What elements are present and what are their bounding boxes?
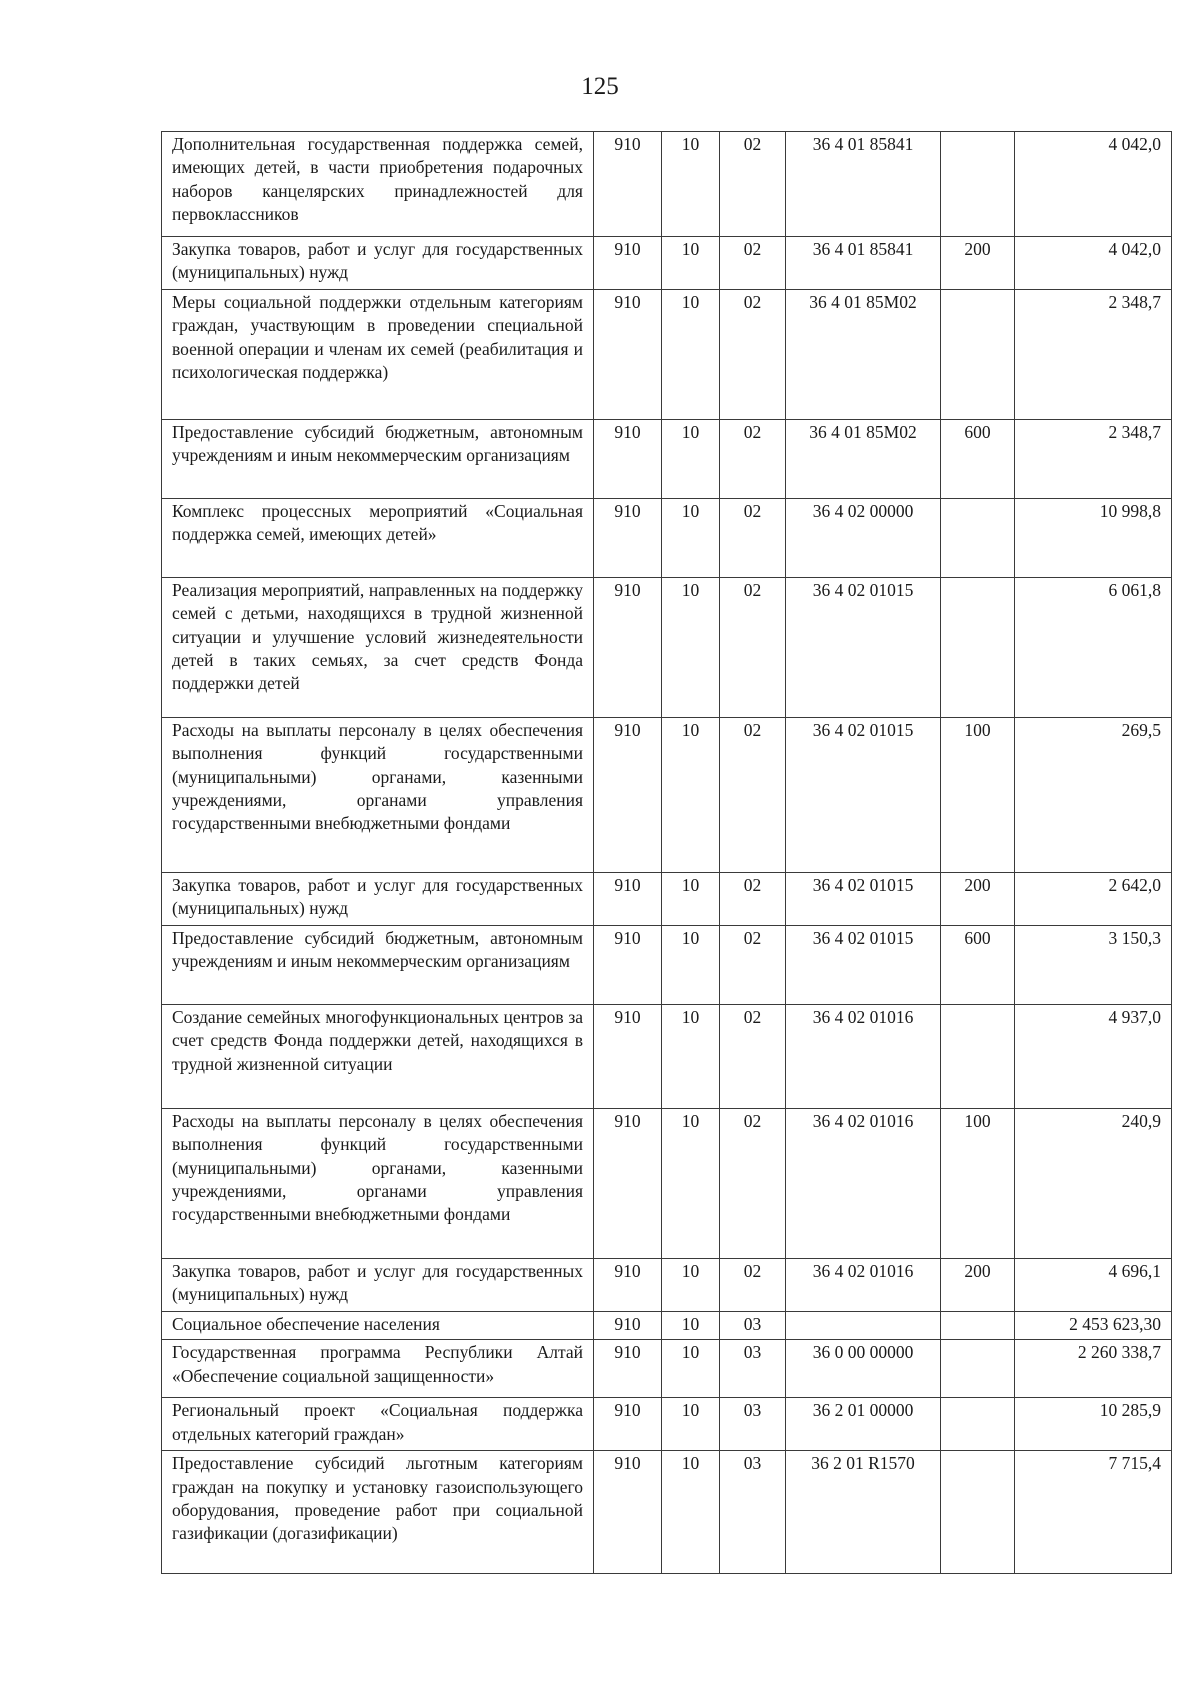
expense-type-cell xyxy=(941,1005,1015,1109)
table-row xyxy=(162,1451,1172,1574)
subsection-code-cell: 02 xyxy=(720,499,786,578)
target-article-cell: 36 4 02 01015 xyxy=(786,873,941,926)
target-article-cell: 36 4 02 01015 xyxy=(786,926,941,1005)
target-article-cell: 36 4 01 85841 xyxy=(786,132,941,237)
row-description: Расходы на выплаты персоналу в целях обеспечения выполнения функций государственными (муниципальными) органами, казенными учреждениями, органами управления государственными внебюджетными фондами xyxy=(162,718,594,873)
amount-cell: 4 042,0 xyxy=(1015,132,1172,237)
row-description: Создание семейных многофункциональных центров за счет средств Фонда поддержки детей, находящихся в трудной жизненной ситуации xyxy=(162,1005,594,1109)
expense-type-cell xyxy=(941,499,1015,578)
expense-type-cell: 100 xyxy=(941,1109,1015,1259)
table-row xyxy=(162,926,1172,1005)
row-description: Расходы на выплаты персоналу в целях обеспечения выполнения функций государственными (муниципальными) органами, казенными учреждениями, органами управления государственными внебюджетными фондами xyxy=(162,1109,594,1259)
amount-cell: 10 285,9 xyxy=(1015,1398,1172,1451)
amount-cell: 2 260 338,7 xyxy=(1015,1340,1172,1398)
target-article-cell: 36 4 02 01016 xyxy=(786,1109,941,1259)
ministry-code-cell: 910 xyxy=(594,290,662,420)
target-article-cell: 36 4 02 01015 xyxy=(786,578,941,718)
row-description: Социальное обеспечение населения xyxy=(162,1312,594,1340)
ministry-code-cell: 910 xyxy=(594,926,662,1005)
amount-cell: 7 715,4 xyxy=(1015,1451,1172,1574)
ministry-code-cell: 910 xyxy=(594,420,662,499)
table-row xyxy=(162,420,1172,499)
section-code-cell: 10 xyxy=(662,1340,720,1398)
table-row xyxy=(162,290,1172,420)
subsection-code-cell: 02 xyxy=(720,718,786,873)
ministry-code-cell: 910 xyxy=(594,873,662,926)
expense-type-cell: 200 xyxy=(941,873,1015,926)
table-row xyxy=(162,237,1172,290)
section-code-cell: 10 xyxy=(662,499,720,578)
ministry-code-cell: 910 xyxy=(594,132,662,237)
section-code-cell: 10 xyxy=(662,1109,720,1259)
expense-type-cell xyxy=(941,1312,1015,1340)
ministry-code-cell: 910 xyxy=(594,718,662,873)
ministry-code-cell: 910 xyxy=(594,1398,662,1451)
budget-table xyxy=(161,131,1172,1574)
ministry-code-cell: 910 xyxy=(594,1259,662,1312)
section-code-cell: 10 xyxy=(662,420,720,499)
row-description: Реализация мероприятий, направленных на поддержку семей с детьми, находящихся в трудной жизненной ситуации и улучшение условий жизнедеятельности детей в таких семьях, за счет средств Фонда поддержки детей xyxy=(162,578,594,718)
section-code-cell: 10 xyxy=(662,718,720,873)
table-row xyxy=(162,873,1172,926)
row-description: Региональный проект «Социальная поддержка отдельных категорий граждан» xyxy=(162,1398,594,1451)
row-description: Закупка товаров, работ и услуг для государственных (муниципальных) нужд xyxy=(162,1259,594,1312)
subsection-code-cell: 02 xyxy=(720,1109,786,1259)
subsection-code-cell: 02 xyxy=(720,420,786,499)
amount-cell: 269,5 xyxy=(1015,718,1172,873)
target-article-cell: 36 2 01 00000 xyxy=(786,1398,941,1451)
row-description: Дополнительная государственная поддержка семей, имеющих детей, в части приобретения подарочных наборов канцелярских принадлежностей для первоклассников xyxy=(162,132,594,237)
section-code-cell: 10 xyxy=(662,1312,720,1340)
ministry-code-cell: 910 xyxy=(594,1340,662,1398)
table-row xyxy=(162,1259,1172,1312)
amount-cell: 10 998,8 xyxy=(1015,499,1172,578)
amount-cell: 3 150,3 xyxy=(1015,926,1172,1005)
target-article-cell: 36 0 00 00000 xyxy=(786,1340,941,1398)
target-article-cell: 36 2 01 R1570 xyxy=(786,1451,941,1574)
subsection-code-cell: 02 xyxy=(720,1005,786,1109)
amount-cell: 2 453 623,30 xyxy=(1015,1312,1172,1340)
expense-type-cell: 600 xyxy=(941,420,1015,499)
row-description: Предоставление субсидий бюджетным, автономным учреждениям и иным некоммерческим организациям xyxy=(162,420,594,499)
table-row xyxy=(162,132,1172,237)
section-code-cell: 10 xyxy=(662,1451,720,1574)
row-description: Меры социальной поддержки отдельным категориям граждан, участвующим в проведении специальной военной операции и членам их семей (реабилитация и психологическая поддержка) xyxy=(162,290,594,420)
row-description: Закупка товаров, работ и услуг для государственных (муниципальных) нужд xyxy=(162,237,594,290)
section-code-cell: 10 xyxy=(662,873,720,926)
target-article-cell: 36 4 01 85841 xyxy=(786,237,941,290)
page-number: 125 xyxy=(581,73,619,100)
table-row xyxy=(162,1109,1172,1259)
subsection-code-cell: 02 xyxy=(720,926,786,1005)
section-code-cell: 10 xyxy=(662,926,720,1005)
subsection-code-cell: 03 xyxy=(720,1451,786,1574)
amount-cell: 4 937,0 xyxy=(1015,1005,1172,1109)
amount-cell: 4 696,1 xyxy=(1015,1259,1172,1312)
ministry-code-cell: 910 xyxy=(594,1005,662,1109)
expense-type-cell xyxy=(941,1340,1015,1398)
subsection-code-cell: 02 xyxy=(720,873,786,926)
row-description: Комплекс процессных мероприятий «Социальная поддержка семей, имеющих детей» xyxy=(162,499,594,578)
subsection-code-cell: 03 xyxy=(720,1312,786,1340)
subsection-code-cell: 03 xyxy=(720,1340,786,1398)
subsection-code-cell: 03 xyxy=(720,1398,786,1451)
amount-cell: 240,9 xyxy=(1015,1109,1172,1259)
expense-type-cell xyxy=(941,1398,1015,1451)
expense-type-cell: 200 xyxy=(941,237,1015,290)
table-row xyxy=(162,1312,1172,1340)
ministry-code-cell: 910 xyxy=(594,578,662,718)
subsection-code-cell: 02 xyxy=(720,237,786,290)
ministry-code-cell: 910 xyxy=(594,499,662,578)
subsection-code-cell: 02 xyxy=(720,578,786,718)
amount-cell: 6 061,8 xyxy=(1015,578,1172,718)
table-row xyxy=(162,499,1172,578)
expense-type-cell xyxy=(941,290,1015,420)
ministry-code-cell: 910 xyxy=(594,1451,662,1574)
section-code-cell: 10 xyxy=(662,1259,720,1312)
target-article-cell: 36 4 02 01015 xyxy=(786,718,941,873)
subsection-code-cell: 02 xyxy=(720,290,786,420)
section-code-cell: 10 xyxy=(662,237,720,290)
row-description: Государственная программа Республики Алтай «Обеспечение социальной защищенности» xyxy=(162,1340,594,1398)
amount-cell: 2 348,7 xyxy=(1015,290,1172,420)
ministry-code-cell: 910 xyxy=(594,1109,662,1259)
table-row xyxy=(162,1340,1172,1398)
section-code-cell: 10 xyxy=(662,1005,720,1109)
ministry-code-cell: 910 xyxy=(594,1312,662,1340)
ministry-code-cell: 910 xyxy=(594,237,662,290)
table-row xyxy=(162,1398,1172,1451)
expense-type-cell: 100 xyxy=(941,718,1015,873)
amount-cell: 2 348,7 xyxy=(1015,420,1172,499)
section-code-cell: 10 xyxy=(662,290,720,420)
amount-cell: 4 042,0 xyxy=(1015,237,1172,290)
section-code-cell: 10 xyxy=(662,1398,720,1451)
expense-type-cell xyxy=(941,132,1015,237)
target-article-cell: 36 4 01 85М02 xyxy=(786,420,941,499)
expense-type-cell xyxy=(941,578,1015,718)
section-code-cell: 10 xyxy=(662,578,720,718)
row-description: Предоставление субсидий бюджетным, автономным учреждениям и иным некоммерческим организациям xyxy=(162,926,594,1005)
target-article-cell xyxy=(786,1312,941,1340)
amount-cell: 2 642,0 xyxy=(1015,873,1172,926)
table-row xyxy=(162,718,1172,873)
expense-type-cell xyxy=(941,1451,1015,1574)
subsection-code-cell: 02 xyxy=(720,132,786,237)
target-article-cell: 36 4 02 01016 xyxy=(786,1005,941,1109)
row-description: Предоставление субсидий льготным категориям граждан на покупку и установку газоиспользующего оборудования, проведение работ при социальной газификации (догазификации) xyxy=(162,1451,594,1574)
subsection-code-cell: 02 xyxy=(720,1259,786,1312)
table-row xyxy=(162,578,1172,718)
target-article-cell: 36 4 02 01016 xyxy=(786,1259,941,1312)
target-article-cell: 36 4 01 85М02 xyxy=(786,290,941,420)
section-code-cell: 10 xyxy=(662,132,720,237)
target-article-cell: 36 4 02 00000 xyxy=(786,499,941,578)
row-description: Закупка товаров, работ и услуг для государственных (муниципальных) нужд xyxy=(162,873,594,926)
expense-type-cell: 600 xyxy=(941,926,1015,1005)
expense-type-cell: 200 xyxy=(941,1259,1015,1312)
table-row xyxy=(162,1005,1172,1109)
budget-table-body xyxy=(162,132,1172,1574)
